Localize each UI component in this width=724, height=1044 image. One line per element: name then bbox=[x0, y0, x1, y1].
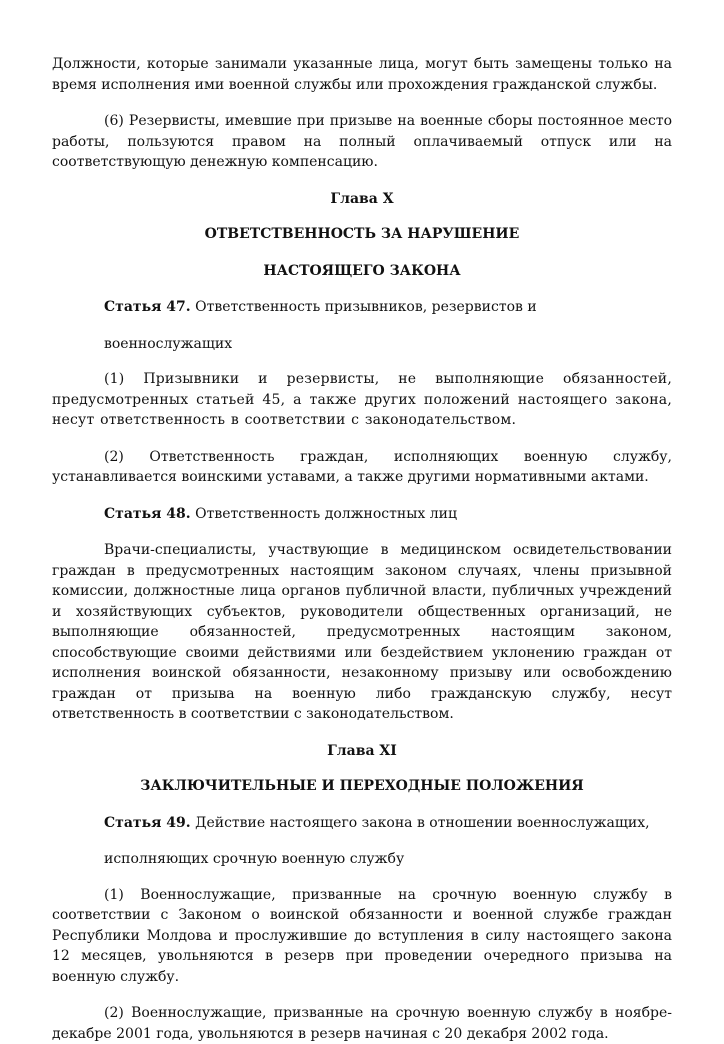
article-48-label: Статья 48. bbox=[104, 505, 191, 522]
article-48-paragraph-1: Врачи-специалисты, участвующие в медицинском освидетельствовании граждан в предусмотренных настоящим законом случаях, члены призывной комиссии, должностные лица органов публичной власти, публичных учреждений и хозяйствующих субъектов, руководители общественных организаций, не выполняющие обязанностей, предусмотренных настоящим законом, способствующие своими действиями или бездействием уклонению граждан от исполнения воинской обязанности, незаконному призыву или освобождению граждан от призыва на военную либо гражданскую службу, несут ответственность в соответствии с законодательством. bbox=[52, 542, 672, 722]
article-47-paragraph-1: (1) Призывники и резервисты, не выполняющие обязанностей, предусмотренных статьей 45, а также других положений настоящего закона, несут ответственность в соответствии с законодательством. bbox=[52, 371, 672, 428]
document-page bbox=[52, 54, 672, 1044]
article-47-heading bbox=[52, 297, 672, 318]
chapter-11-heading: Глава XI bbox=[327, 742, 397, 759]
article-49-label: Статья 49. bbox=[104, 814, 191, 831]
chapter-11-title: ЗАКЛЮЧИТЕЛЬНЫЕ И ПЕРЕХОДНЫЕ ПОЛОЖЕНИЯ bbox=[140, 778, 584, 794]
article-47-title-continued: военнослужащих bbox=[104, 335, 233, 352]
chapter-10-title-line1: ОТВЕТСТВЕННОСТЬ ЗА НАРУШЕНИЕ bbox=[204, 226, 520, 242]
article-49-heading bbox=[52, 813, 672, 834]
article-49-title: Действие настоящего закона в отношении военнослужащих, bbox=[190, 814, 650, 831]
article-49-paragraph-1: (1) Военнослужащие, призванные на срочную военную службу в соответствии с Законом о воинской обязанности и военной службе граждан Республики Молдова и прослужившие до вступления в силу настоящего закона 12 месяцев, увольняются в резерв при проведении очередного призыва на военную службу. bbox=[52, 886, 672, 985]
article-47-label: Статья 47. bbox=[104, 299, 191, 315]
article-48-heading bbox=[52, 504, 672, 525]
article-48-title: Ответственность должностных лиц bbox=[190, 505, 457, 522]
article-49-title-continued: исполняющих срочную военную службу bbox=[104, 851, 405, 867]
chapter-10-heading: Глава X bbox=[330, 190, 394, 207]
chapter-10-title-line2: НАСТОЯЩЕГО ЗАКОНА bbox=[263, 262, 461, 279]
article-49-paragraph-2: (2) Военнослужащие, призванные на срочную военную службу в ноябре-декабре 2001 года, увольняются в резерв начиная с 20 декабря 2002 года. bbox=[52, 1005, 672, 1042]
paragraph-positions-kept: Должности, которые занимали указанные лица, могут быть замещены только на время исполнения ими военной службы или прохождения гражданской службы. bbox=[52, 56, 672, 93]
paragraph-reservists-leave: (6) Резервисты, имевшие при призыве на военные сборы постоянное место работы, пользуются правом на полный оплачиваемый отпуск или на соответствующую денежную компенсацию. bbox=[52, 113, 672, 170]
article-47-paragraph-2: (2) Ответственность граждан, исполняющих военную службу, устанавливается воинскими уставами, а также другими нормативными актами. bbox=[52, 448, 672, 485]
article-47-title: Ответственность призывников, резервистов и bbox=[190, 299, 537, 315]
